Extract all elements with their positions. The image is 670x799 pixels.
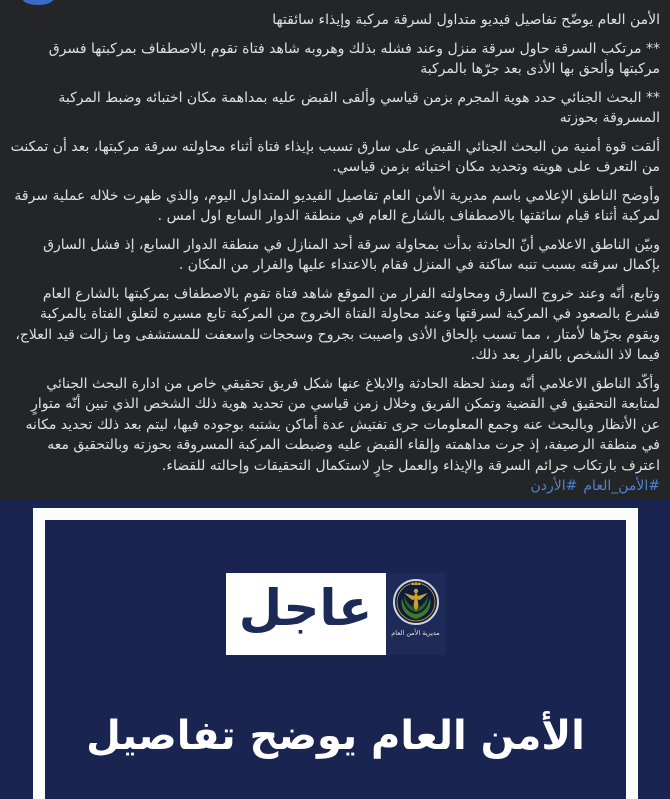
urgent-banner-row	[45, 573, 626, 655]
post-image[interactable]	[0, 500, 670, 799]
post-paragraph-6: وتابع، أنّه وعند خروج السارق ومحاولته الفرار من الموقع شاهد فتاة تقوم بالاصطفاف بمركبتها بالشارع العام فشرع بالصعود في المركبة لسرقتها وعند محاولة الفتاة الخروج من المركبة تابع مسيره لتعلق الفتاة بالمركبة ويقوم بجرّها لأمتار ، مما تسبب بإلحاق الأذى واصيبت بجروح وسحجات واسعفت للمستشفى وما زالت قيد العلاج، فيما لاذ الشخص بالفرار بعد ذلك.	[15, 285, 660, 363]
urgent-banner	[226, 573, 386, 655]
post-paragraph-1: ** مرتكب السرقة حاول سرقة منزل وعند فشله بذلك وهروبه شاهد فتاة تقوم بالاصطفاف بمركبتها فسرق مركبتها وألحق بها الأذى بعد جرّها بالمركبة	[48, 40, 660, 77]
image-headline: الأمن العام يوضح تفاصيل	[86, 713, 585, 759]
post-paragraph-5: وبيّن الناطق الاعلامي أنّ الحادثة بدأت بمحاولة سرقة أحد المنازل في منطقة الدوار السابع، إذ فشل السارق بإكمال سرقته بسبب تنبه ساكنة في المنزل فقام بالاعتداء عليها والفرار من المكان .	[43, 236, 660, 273]
post-paragraph-2: ** البحث الجنائي حدد هوية المجرم بزمن قياسي وألقى القبض عليه بمداهمة مكان اختبائه وضبط المركبة المسروقة بحوزته	[58, 89, 660, 126]
psd-logo-caption: مديرية الأمن العام	[391, 629, 440, 637]
psd-logo	[386, 573, 446, 655]
image-frame	[33, 508, 638, 799]
psd-emblem-icon	[391, 576, 441, 628]
post-title-line: الأمن العام يوضّح تفاصيل فيديو متداول لسرقة مركبة وإيذاء سائقتها	[272, 12, 660, 28]
post-paragraph-4: وأوضح الناطق الإعلامي باسم مديرية الأمن العام تفاصيل الفيديو المتداول اليوم، والذي ظهرت خلاله عملية سرقة لمركبة أثناء قيام سائقتها بالاصطفاف بالشارع العام في منطقة الدوار السابع اول امس .	[14, 187, 660, 224]
post-paragraph-3: ألقت قوة أمنية من البحث الجنائي القبض على سارق تسبب بإيذاء فتاة أثناء محاولته سرقة مركبتها، بعد أن تمكنت من التعرف على هويته وتحديد مكان اختبائه بزمن قياسي.	[10, 138, 660, 175]
urgent-label: عاجل	[238, 579, 373, 637]
hashtag-row	[531, 476, 661, 496]
hashtag-jordan[interactable]: #الأردن	[530, 478, 578, 494]
hashtag-public-security[interactable]: #الأمن_العام	[583, 478, 660, 494]
post-paragraph-7: وأكّد الناطق الاعلامي أنّه ومنذ لحظة الحادثة والابلاغ عنها شكل فريق تحقيقي خاص من ادارة البحث الجنائي لمتابعة التحقيق في القضية وتمكن الفريق وخلال زمن قياسي من تحديد هوية ذلك الشخص الذي تبين أنّه متوارٍ عن الأنظار وبالبحث عنه وجمع المعلومات جرى تفتيش عدة أماكن يشتبه بوجوده فيها، ليتم بعد ذلك تحديد مكانه في منطقة الرصيفة، إذ جرت مداهمته وإلقاء القبض عليه وضبطت المركبة المسروقة بحوزته وبالتحقيق معه اعترف بارتكاب جرائم السرقة والإيذاء والعمل جارٍ لاستكمال التحقيقات وإحالته للقضاء.	[25, 375, 660, 474]
